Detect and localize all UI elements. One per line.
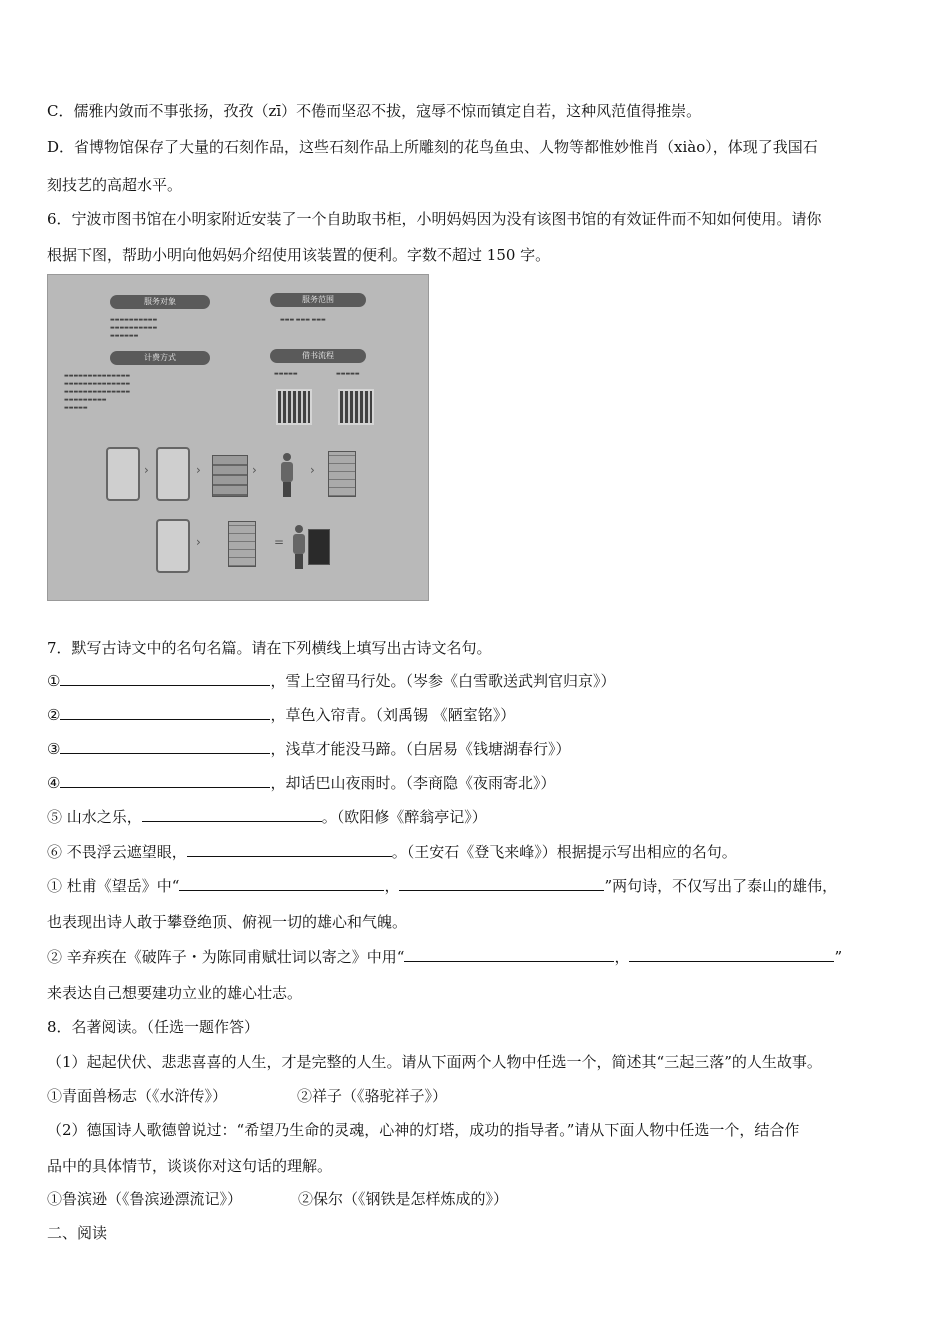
section-2-heading: 二、阅读	[47, 1224, 108, 1242]
phone-step-1	[106, 447, 140, 501]
poem-blank-4	[47, 772, 907, 794]
poem-8-comma: ，	[614, 948, 630, 966]
answer-blank-7a[interactable]	[179, 876, 384, 891]
option-robinson: ①鲁滨逊（《鲁滨逊漂流记》）	[47, 1190, 243, 1208]
question-8-part1: （1）起起伏伏、悲悲喜喜的人生，才是完整的人生。请从下面两个人物中任选一个，简述其“三起三落”的人生故事。	[47, 1053, 822, 1071]
poem-5-text: 。（欧阳修《醉翁亭记》）	[321, 808, 487, 826]
billing-text-2: ▬▬▬▬▬▬▬▬▬▬▬▬▬▬	[64, 381, 131, 387]
poem-3-prefix: ③	[47, 740, 61, 758]
person-step-8	[292, 525, 306, 569]
billing-text-4: ▬▬▬▬▬▬▬▬▬	[64, 397, 107, 403]
option-d-line1: D．省博物馆保存了大量的石刻作品，这些石刻作品上所雕刻的花鸟鱼虫、人物等都惟妙惟肖（xiào），体现了我国石	[47, 138, 818, 156]
locker-step-5	[328, 451, 356, 497]
option-pavel: ②保尔（《钢铁是怎样炼成的》）	[298, 1190, 509, 1208]
answer-blank-4[interactable]	[60, 773, 270, 788]
arrow-3-icon: ›	[252, 463, 257, 477]
service-target-text: ▬▬▬▬▬▬▬▬▬▬	[110, 317, 158, 323]
arrow-2-icon: ›	[196, 463, 201, 477]
service-target-text-3: ▬▬▬▬▬▬	[110, 333, 139, 339]
question-6-line1: 6．宁波市图书馆在小明家附近安装了一个自助取书柜，小明妈妈因为没有该图书馆的有效证件而不知如何使用。请你	[47, 210, 822, 228]
poem-blank-2	[47, 704, 907, 726]
person-step-4	[280, 453, 294, 497]
service-target-pill: 服务对象	[110, 295, 210, 309]
question-8-part2-line1: （2）德国诗人歌德曾说过：“希望乃生命的灵魂，心神的灯塔，成功的指导者。”请从下面人物中任选一个，结合作	[47, 1121, 800, 1139]
poem-8-prefix: ② 辛弃疾在《破阵子・为陈同甫赋壮词以寄之》中用“	[47, 948, 405, 966]
locker-step-7	[228, 521, 256, 567]
poem-1-prefix: ①	[47, 672, 61, 690]
poem-6-prefix: ⑥ 不畏浮云遮望眼，	[47, 843, 187, 861]
service-scope-text: ▬▬▬ ▬▬▬ ▬▬▬	[280, 317, 326, 323]
answer-blank-1[interactable]	[60, 671, 270, 686]
arrow-4-icon: ›	[310, 463, 315, 477]
answer-blank-8a[interactable]	[404, 947, 614, 962]
qr-code-2	[338, 389, 374, 425]
poem-2-prefix: ②	[47, 706, 61, 724]
option-d-line2: 刻技艺的高超水平。	[47, 176, 183, 194]
answer-blank-5[interactable]	[142, 807, 322, 822]
poem-8-continued: 来表达自己想要建功立业的雄心壮志。	[47, 984, 303, 1002]
service-target-text-2: ▬▬▬▬▬▬▬▬▬▬	[110, 325, 158, 331]
option-yang-zhi: ①青面兽杨志（《水浒传》）	[47, 1087, 228, 1105]
qr-code-1	[276, 389, 312, 425]
poem-4-text: ，却话巴山夜雨时。（李商隐《夜雨寄北》）	[270, 774, 556, 792]
answer-blank-6[interactable]	[187, 842, 392, 857]
poem-3-text: ，浅草才能没马蹄。（白居易《钱塘湖春行》）	[270, 740, 571, 758]
poem-7-continued: 也表现出诗人敢于攀登绝顶、俯视一切的雄心和气魄。	[47, 913, 408, 931]
arrow-6-icon: =	[274, 535, 285, 549]
borrow-step-text-2: ▬▬▬▬▬	[336, 371, 360, 377]
phone-step-2	[156, 447, 190, 501]
question-8-part2-options	[47, 1188, 907, 1210]
arrow-5-icon: ›	[196, 535, 201, 549]
answer-blank-2[interactable]	[60, 705, 270, 720]
delivery-box	[308, 529, 330, 565]
option-xiangzi: ②祥子（《骆驼祥子》）	[297, 1087, 448, 1105]
phone-step-6	[156, 519, 190, 573]
service-scope-pill: 服务范围	[270, 293, 366, 307]
question-7: 7．默写古诗文中的名句名篇。请在下列横线上填写出古诗文名句。	[47, 639, 492, 657]
question-8: 8．名著阅读。（任选一题作答）	[47, 1018, 260, 1036]
question-8-part2-line2: 品中的具体情节，谈谈你对这句话的理解。	[47, 1157, 333, 1175]
poem-5-prefix: ⑤ 山水之乐，	[47, 808, 142, 826]
borrow-process-pill: 借书流程	[270, 349, 366, 363]
billing-pill: 计费方式	[110, 351, 210, 365]
poem-7-comma: ，	[384, 877, 400, 895]
billing-text: ▬▬▬▬▬▬▬▬▬▬▬▬▬▬	[64, 373, 131, 379]
poem-blank-5	[47, 806, 907, 828]
bookshelf-step-3	[212, 455, 248, 497]
poem-blank-8	[47, 946, 907, 968]
poem-8-text: ”	[834, 948, 843, 966]
poem-blank-1	[47, 670, 907, 692]
poem-blank-7	[47, 875, 907, 897]
option-c: C．儒雅内敛而不事张扬，孜孜（zī）不倦而坚忍不拔，寇辱不惊而镇定自若，这种风范值得推崇。	[47, 102, 702, 120]
billing-text-3: ▬▬▬▬▬▬▬▬▬▬▬▬▬▬	[64, 389, 131, 395]
arrow-1-icon: ›	[144, 463, 149, 477]
poem-1-text: ，雪上空留马行处。（岑参《白雪歌送武判官归京》）	[270, 672, 616, 690]
poem-4-prefix: ④	[47, 774, 61, 792]
answer-blank-7b[interactable]	[399, 876, 604, 891]
borrow-step-text-1: ▬▬▬▬▬	[274, 371, 298, 377]
question-8-part1-options	[47, 1085, 907, 1107]
poem-2-text: ，草色入帘青。（刘禹锡 《陋室铭》）	[270, 706, 516, 724]
poem-blank-3	[47, 738, 907, 760]
poem-6-text: 。（王安石《登飞来峰》）根据提示写出相应的名句。	[391, 843, 737, 861]
poem-blank-6	[47, 841, 907, 863]
poem-7-prefix: ① 杜甫《望岳》中“	[47, 877, 180, 895]
self-service-bookcase-infographic	[47, 274, 429, 601]
billing-text-5: ▬▬▬▬▬	[64, 405, 88, 411]
answer-blank-3[interactable]	[60, 739, 270, 754]
poem-7-text: ”两句诗，不仅写出了泰山的雄伟，	[604, 877, 838, 895]
question-6-line2: 根据下图，帮助小明向他妈妈介绍使用该装置的便利。字数不超过 150 字。	[47, 246, 551, 264]
answer-blank-8b[interactable]	[629, 947, 834, 962]
